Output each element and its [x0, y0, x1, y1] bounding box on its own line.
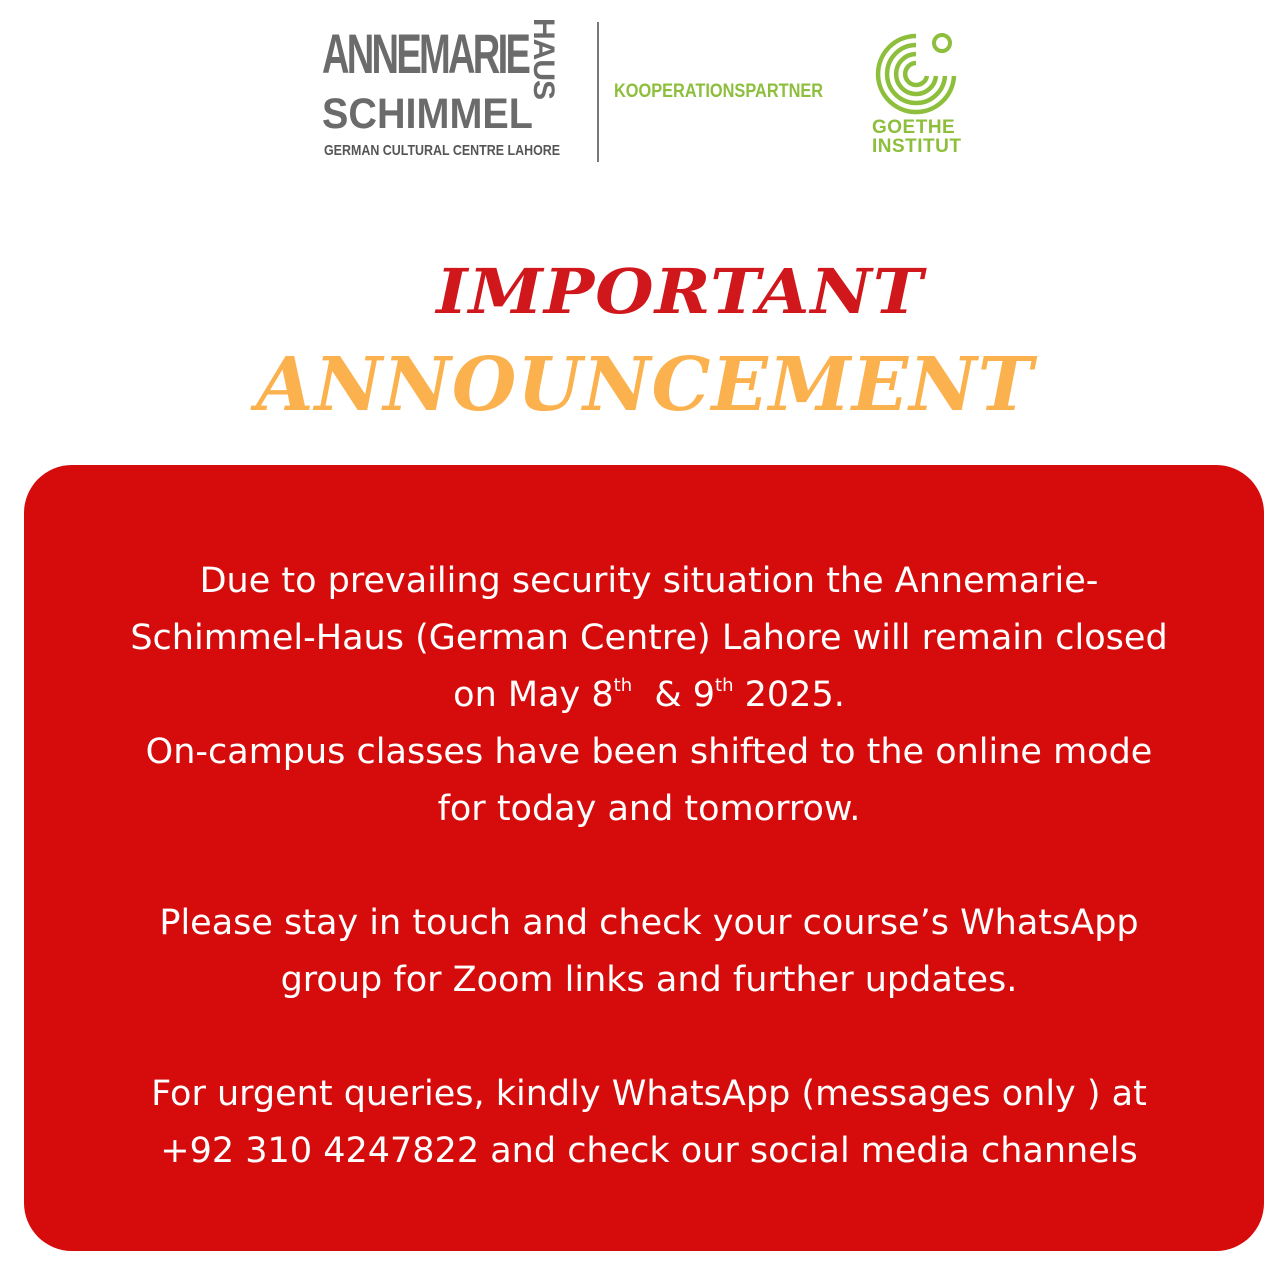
date-text: on May 8: [453, 675, 614, 715]
notice-line: Schimmel-Haus (German Centre) Lahore will remain closed: [130, 618, 1168, 658]
partner-label: KOOPERATIONSPARTNER: [614, 81, 824, 102]
announcement-panel: [24, 465, 1264, 1251]
logo-divider: [597, 22, 599, 162]
notice-line-phone: +92 310 4247822 and check our social media channels: [160, 1131, 1138, 1171]
notice-line: for today and tomorrow.: [437, 789, 861, 829]
notice-line: Due to prevailing security situation the Annemarie-: [199, 561, 1099, 601]
notice-line: group for Zoom links and further updates.: [280, 960, 1018, 1000]
logo-schimmel-text: SCHIMMEL: [322, 90, 533, 138]
ordinal-suffix: th: [715, 675, 734, 697]
logo-subtitle: GERMAN CULTURAL CENTRE LAHORE: [324, 142, 561, 159]
date-text: & 9: [632, 675, 716, 715]
logo-haus-text: HAUS: [527, 18, 560, 100]
year-text: 2025.: [733, 675, 845, 715]
headline-announcement: ANNOUNCEMENT: [256, 342, 1034, 428]
notice-line: Please stay in touch and check your course’s WhatsApp: [159, 903, 1139, 943]
notice-line: For urgent queries, kindly WhatsApp (messages only ) at: [151, 1074, 1147, 1114]
notice-line-dates: [24, 667, 1274, 724]
paragraph-gap: [24, 1009, 1274, 1066]
ordinal-suffix: th: [613, 675, 633, 697]
goethe-institut-logo-icon: [870, 28, 962, 120]
notice-line: On-campus classes have been shifted to the online mode: [145, 732, 1153, 772]
goethe-word: GOETHE: [872, 117, 956, 138]
headline-important: IMPORTANT: [436, 255, 924, 328]
logo-annemarie-text: ANNEMARIE: [322, 22, 529, 85]
institut-word: INSTITUT: [872, 136, 962, 157]
paragraph-gap: [24, 838, 1274, 895]
announcement-text: [24, 553, 1274, 1180]
goethe-institut-wordmark: [872, 118, 962, 156]
